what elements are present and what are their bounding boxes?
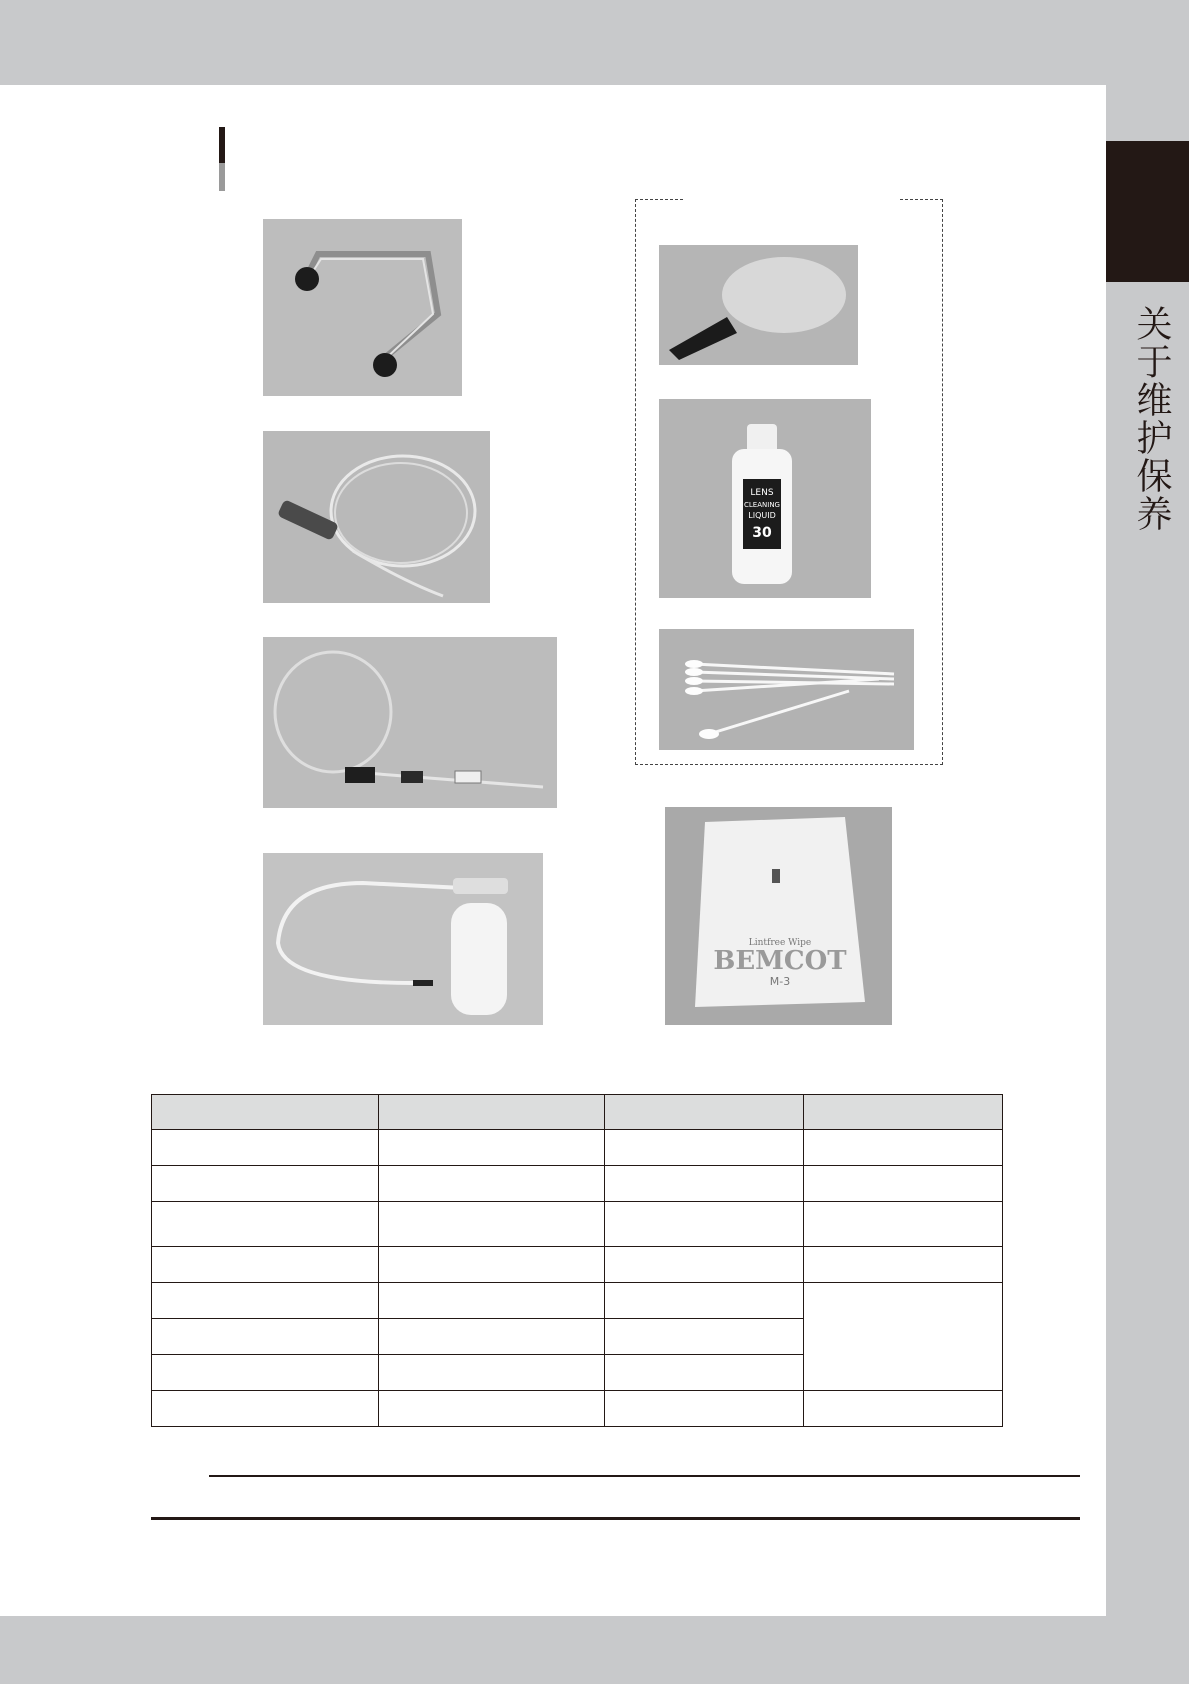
table-cell	[378, 1355, 605, 1391]
table-merged-cell	[804, 1283, 1003, 1391]
table-cell	[152, 1130, 379, 1166]
chapter-tab[interactable]	[1106, 141, 1189, 282]
chapter-label: 关于维护保养	[1131, 305, 1172, 533]
table-cell	[152, 1355, 379, 1391]
table-header-cell	[605, 1095, 804, 1130]
table-header-row	[152, 1095, 1003, 1130]
table-row	[152, 1391, 1003, 1427]
svg-text:LENS: LENS	[750, 488, 774, 498]
table-cell	[152, 1166, 379, 1202]
table-cell	[804, 1391, 1003, 1427]
frame-title-gap	[683, 196, 898, 202]
table-row	[152, 1247, 1003, 1283]
svg-text:M-3: M-3	[769, 975, 791, 988]
table-header-cell	[152, 1095, 379, 1130]
table-cell	[605, 1319, 804, 1355]
table-cell	[605, 1247, 804, 1283]
heading-marker	[219, 127, 225, 163]
table-cell	[804, 1247, 1003, 1283]
table-header-cell	[804, 1095, 1003, 1130]
table-cell	[152, 1202, 379, 1247]
table-header-cell	[378, 1095, 605, 1130]
table-cell	[152, 1391, 379, 1427]
table-cell	[804, 1130, 1003, 1166]
photo-u-rod	[263, 219, 462, 396]
table-cell	[378, 1130, 605, 1166]
table-cell	[804, 1166, 1003, 1202]
table-cell	[378, 1202, 605, 1247]
table-cell	[378, 1319, 605, 1355]
accessory-table	[151, 1094, 1003, 1427]
table-cell	[378, 1283, 605, 1319]
svg-text:BEMCOT: BEMCOT	[713, 946, 847, 976]
table-cell	[605, 1130, 804, 1166]
svg-text:30: 30	[752, 525, 772, 541]
heading-marker-shade	[219, 163, 225, 191]
svg-text:CLEANING: CLEANING	[744, 501, 780, 509]
note-divider	[209, 1475, 1080, 1477]
table-row	[152, 1283, 1003, 1319]
table-cell	[378, 1247, 605, 1283]
svg-text:Lintfree Wipe: Lintfree Wipe	[748, 938, 812, 948]
footer-divider	[151, 1517, 1080, 1520]
photo-lens-cleaning-liquid	[659, 399, 871, 598]
table-cell	[152, 1319, 379, 1355]
table-row	[152, 1166, 1003, 1202]
table-cell	[152, 1247, 379, 1283]
table-cell	[378, 1391, 605, 1427]
table-row	[152, 1130, 1003, 1166]
photo-coiled-cable	[263, 431, 490, 603]
photo-bottle-tube	[263, 853, 543, 1025]
table-cell	[804, 1202, 1003, 1247]
table-cell	[605, 1166, 804, 1202]
photo-air-blower	[659, 245, 858, 365]
photo-cotton-swabs	[659, 629, 914, 750]
table-row	[152, 1202, 1003, 1247]
table-cell	[152, 1283, 379, 1319]
table-cell	[378, 1166, 605, 1202]
svg-text:LIQUID: LIQUID	[748, 511, 776, 520]
photo-tube-filter	[263, 637, 557, 808]
table-cell	[605, 1283, 804, 1319]
table-cell	[605, 1202, 804, 1247]
table-cell	[605, 1355, 804, 1391]
table-cell	[605, 1391, 804, 1427]
photo-lintfree-wipe	[665, 807, 892, 1025]
